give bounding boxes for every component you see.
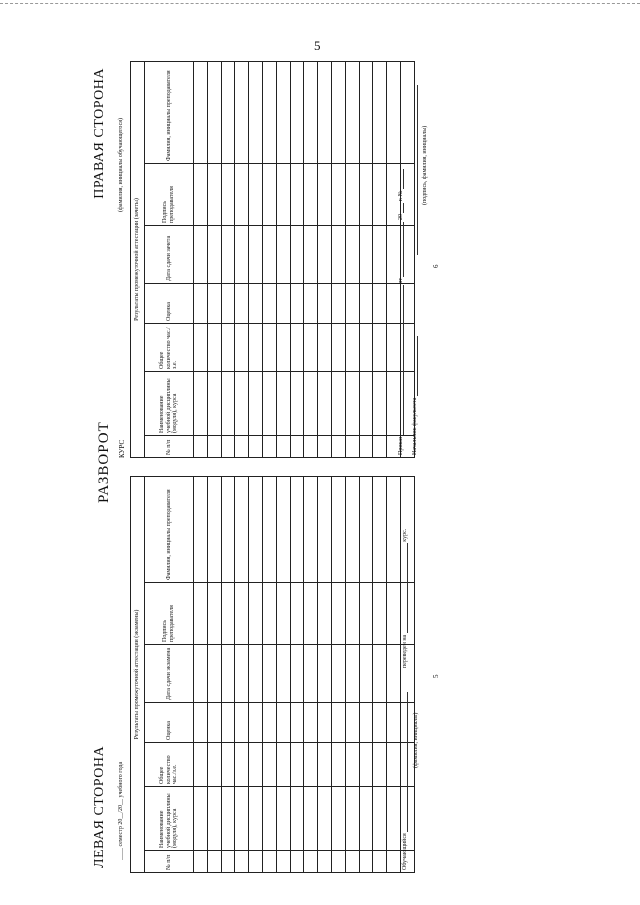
table-row	[235, 476, 249, 872]
dean-blank-short	[417, 336, 418, 396]
table-cell	[262, 226, 276, 284]
table-cell	[276, 372, 290, 436]
table-cell	[221, 324, 235, 372]
table-cell	[290, 743, 304, 787]
table-cell	[276, 645, 290, 703]
table-cell	[290, 787, 304, 851]
left-side-title: ЛЕВАЯ СТОРОНА	[92, 745, 107, 868]
table-cell	[249, 787, 263, 851]
table-cell	[304, 787, 318, 851]
table-cell	[249, 372, 263, 436]
table-cell	[221, 645, 235, 703]
table-cell	[194, 164, 208, 226]
table-row	[262, 61, 276, 457]
table-cell	[318, 851, 332, 873]
left-col-teacher-signature: Подпись преподавателя	[145, 583, 194, 645]
right-col-credit-date: Дата сдачи зачета	[145, 226, 194, 284]
table-cell	[359, 164, 373, 226]
right-col-grade: Оценка	[145, 284, 194, 324]
table-cell	[331, 436, 345, 458]
table-cell	[345, 284, 359, 324]
table-cell	[262, 476, 276, 582]
table-cell	[331, 164, 345, 226]
transfer-line	[402, 529, 408, 668]
table-row	[290, 476, 304, 872]
table-cell	[345, 436, 359, 458]
student-caption: (фамилия, инициалы)	[413, 712, 419, 768]
table-cell	[373, 372, 387, 436]
table-cell	[207, 436, 221, 458]
table-cell	[387, 61, 401, 163]
table-cell	[318, 703, 332, 743]
table-cell	[318, 372, 332, 436]
table-cell	[359, 743, 373, 787]
table-cell	[373, 645, 387, 703]
table-cell	[373, 226, 387, 284]
order-year-suffix: г.	[398, 197, 404, 202]
table-cell	[207, 372, 221, 436]
table-cell	[221, 476, 235, 582]
table-cell	[249, 324, 263, 372]
table-cell	[304, 226, 318, 284]
table-cell	[221, 851, 235, 873]
right-footer-page: 6	[432, 264, 440, 268]
table-cell	[345, 645, 359, 703]
table-cell	[249, 164, 263, 226]
table-cell	[262, 787, 276, 851]
table-cell	[290, 61, 304, 163]
right-side	[90, 58, 440, 463]
table-cell	[373, 851, 387, 873]
table-cell	[276, 324, 290, 372]
table-cell	[221, 743, 235, 787]
table-cell	[262, 61, 276, 163]
table-cell	[318, 324, 332, 372]
table-row	[345, 476, 359, 872]
table-cell	[318, 436, 332, 458]
table-cell	[262, 645, 276, 703]
table-cell	[235, 851, 249, 873]
student-label: Обучающийся	[402, 833, 408, 870]
table-row	[373, 476, 387, 872]
table-cell	[331, 703, 345, 743]
top-dashed-rule	[0, 3, 640, 4]
table-row	[318, 61, 332, 457]
left-exam-table	[130, 476, 415, 873]
table-cell	[249, 436, 263, 458]
table-cell	[304, 743, 318, 787]
table-cell	[359, 476, 373, 582]
table-cell	[359, 645, 373, 703]
right-col-teacher-signature: Подпись преподавателя	[145, 164, 194, 226]
order-label: Приказ	[398, 436, 404, 455]
table-row	[262, 476, 276, 872]
table-cell	[318, 645, 332, 703]
table-cell	[387, 583, 401, 645]
table-cell	[290, 851, 304, 873]
table-cell	[290, 164, 304, 226]
table-cell	[387, 645, 401, 703]
table-cell	[331, 787, 345, 851]
table-cell	[207, 284, 221, 324]
table-cell	[262, 703, 276, 743]
left-col-exam-date: Дата сдачи экзамена	[145, 645, 194, 703]
table-cell	[373, 436, 387, 458]
order-date-blank	[403, 222, 404, 277]
table-cell	[276, 583, 290, 645]
right-col-discipline: Наименование учебной дисциплины (модуля), курса	[145, 372, 194, 436]
table-cell	[373, 703, 387, 743]
right-table-body	[194, 61, 415, 457]
table-cell	[235, 226, 249, 284]
left-col-hours: Общее количество час./з.е.	[145, 743, 194, 787]
table-row	[249, 476, 263, 872]
table-cell	[276, 284, 290, 324]
table-cell	[262, 436, 276, 458]
table-cell	[290, 645, 304, 703]
dean-caption: (подпись, фамилия, инициалы)	[422, 125, 428, 205]
table-cell	[207, 61, 221, 163]
table-cell	[262, 324, 276, 372]
table-cell	[194, 583, 208, 645]
table-cell	[331, 476, 345, 582]
table-cell	[235, 436, 249, 458]
rotated-spread	[90, 58, 440, 878]
table-row	[235, 61, 249, 457]
table-cell	[194, 372, 208, 436]
table-cell	[249, 851, 263, 873]
table-row	[221, 476, 235, 872]
table-row	[207, 476, 221, 872]
order-line	[398, 169, 404, 455]
table-cell	[290, 324, 304, 372]
table-cell	[331, 851, 345, 873]
table-row	[373, 61, 387, 457]
table-cell	[262, 284, 276, 324]
table-cell	[207, 324, 221, 372]
table-row	[387, 476, 401, 872]
table-cell	[359, 436, 373, 458]
table-cell	[249, 645, 263, 703]
left-side	[90, 473, 440, 878]
table-cell	[373, 787, 387, 851]
table-cell	[235, 583, 249, 645]
table-cell	[221, 787, 235, 851]
table-cell	[304, 851, 318, 873]
table-cell	[345, 787, 359, 851]
table-cell	[359, 583, 373, 645]
table-cell	[345, 226, 359, 284]
page-number: 5	[314, 38, 321, 53]
table-cell	[235, 164, 249, 226]
table-row	[276, 476, 290, 872]
table-cell	[194, 703, 208, 743]
table-cell	[345, 61, 359, 163]
table-cell	[276, 164, 290, 226]
left-col-grade: Оценка	[145, 703, 194, 743]
spread-title: РАЗВОРОТ	[96, 421, 112, 503]
table-cell	[235, 61, 249, 163]
student-line	[402, 692, 408, 870]
table-cell	[345, 851, 359, 873]
table-cell	[249, 476, 263, 582]
table-cell	[373, 61, 387, 163]
table-cell	[387, 703, 401, 743]
table-row	[276, 61, 290, 457]
table-cell	[221, 436, 235, 458]
table-cell	[249, 583, 263, 645]
table-cell	[249, 226, 263, 284]
table-cell	[290, 436, 304, 458]
table-cell	[276, 436, 290, 458]
table-cell	[318, 787, 332, 851]
table-cell	[276, 851, 290, 873]
table-cell	[249, 61, 263, 163]
table-cell	[345, 476, 359, 582]
table-cell	[276, 61, 290, 163]
table-cell	[194, 284, 208, 324]
table-cell	[373, 743, 387, 787]
student-blank	[407, 692, 408, 832]
table-cell	[276, 226, 290, 284]
table-cell	[359, 61, 373, 163]
table-cell	[359, 226, 373, 284]
table-cell	[276, 476, 290, 582]
table-cell	[331, 743, 345, 787]
table-cell	[207, 743, 221, 787]
table-cell	[359, 372, 373, 436]
table-cell	[207, 787, 221, 851]
table-cell	[262, 583, 276, 645]
table-row	[359, 476, 373, 872]
table-cell	[221, 372, 235, 436]
table-cell	[331, 372, 345, 436]
table-cell	[331, 284, 345, 324]
table-cell	[331, 226, 345, 284]
table-row	[304, 61, 318, 457]
table-cell	[290, 226, 304, 284]
table-cell	[318, 583, 332, 645]
order-year-blank	[403, 203, 404, 213]
table-cell	[331, 324, 345, 372]
transfer-blank	[407, 543, 408, 633]
table-cell	[235, 743, 249, 787]
order-blank	[403, 285, 404, 435]
table-cell	[194, 787, 208, 851]
table-cell	[373, 476, 387, 582]
dean-blank-signature	[417, 85, 418, 255]
table-cell	[235, 787, 249, 851]
table-cell	[235, 645, 249, 703]
table-cell	[221, 226, 235, 284]
left-col-number: № п/п	[145, 851, 194, 873]
table-row	[345, 61, 359, 457]
table-cell	[359, 787, 373, 851]
semester-line: ____ семестр 20__/20__ учебного года	[118, 761, 124, 860]
table-cell	[304, 372, 318, 436]
transfer-label: переведен на	[402, 634, 408, 668]
table-cell	[290, 703, 304, 743]
table-cell	[290, 583, 304, 645]
table-cell	[345, 324, 359, 372]
table-cell	[194, 324, 208, 372]
table-cell	[290, 372, 304, 436]
order-no: №	[398, 190, 404, 197]
table-cell	[304, 703, 318, 743]
order-year: 20	[398, 214, 404, 221]
table-cell	[359, 851, 373, 873]
table-cell	[235, 476, 249, 582]
table-cell	[373, 324, 387, 372]
table-row	[331, 476, 345, 872]
table-cell	[194, 61, 208, 163]
table-cell	[262, 372, 276, 436]
table-cell	[207, 583, 221, 645]
table-cell	[304, 583, 318, 645]
table-cell	[194, 645, 208, 703]
table-cell	[318, 284, 332, 324]
table-cell	[304, 476, 318, 582]
table-cell	[290, 476, 304, 582]
table-cell	[331, 645, 345, 703]
table-cell	[194, 743, 208, 787]
table-cell	[304, 324, 318, 372]
table-cell	[304, 645, 318, 703]
table-cell	[207, 226, 221, 284]
table-cell	[304, 164, 318, 226]
table-cell	[235, 372, 249, 436]
table-cell	[331, 61, 345, 163]
right-col-number: № п/п	[145, 436, 194, 458]
table-cell	[235, 284, 249, 324]
table-row	[290, 61, 304, 457]
table-cell	[359, 324, 373, 372]
order-from: от	[398, 278, 404, 284]
table-cell	[359, 284, 373, 324]
table-cell	[387, 787, 401, 851]
table-cell	[194, 851, 208, 873]
table-cell	[221, 61, 235, 163]
left-group-header: Результаты промежуточной аттестации (экзамены)	[131, 476, 145, 872]
left-col-teacher-name: Фамилия, инициалы преподавателя	[145, 476, 194, 582]
dean-label: Начальник факультета	[412, 397, 418, 455]
table-row	[194, 476, 208, 872]
right-side-title: ПРАВАЯ СТОРОНА	[92, 68, 107, 199]
table-cell	[276, 703, 290, 743]
table-row	[359, 61, 373, 457]
table-row	[221, 61, 235, 457]
right-col-teacher-name: Фамилия, инициалы преподавателя	[145, 61, 194, 163]
table-cell	[207, 645, 221, 703]
left-footer-page: 5	[432, 674, 440, 678]
table-cell	[373, 583, 387, 645]
table-cell	[207, 164, 221, 226]
table-cell	[249, 284, 263, 324]
table-cell	[373, 284, 387, 324]
table-cell	[235, 703, 249, 743]
right-credit-table	[130, 61, 415, 458]
table-row	[331, 61, 345, 457]
table-cell	[235, 324, 249, 372]
table-cell	[304, 436, 318, 458]
table-cell	[345, 164, 359, 226]
table-cell	[207, 851, 221, 873]
table-cell	[221, 164, 235, 226]
table-cell	[387, 476, 401, 582]
right-col-hours: Общее количество час./з.е.	[145, 324, 194, 372]
table-cell	[249, 743, 263, 787]
table-cell	[345, 372, 359, 436]
table-cell	[221, 284, 235, 324]
transfer-suffix: курс.	[402, 528, 408, 542]
table-cell	[221, 703, 235, 743]
table-cell	[276, 787, 290, 851]
table-row	[207, 61, 221, 457]
table-row	[318, 476, 332, 872]
table-cell	[331, 583, 345, 645]
order-no-blank	[403, 169, 404, 189]
table-cell	[194, 226, 208, 284]
table-cell	[318, 743, 332, 787]
table-row	[194, 61, 208, 457]
table-cell	[290, 284, 304, 324]
table-cell	[194, 476, 208, 582]
table-cell	[387, 743, 401, 787]
table-cell	[387, 851, 401, 873]
table-cell	[207, 476, 221, 582]
table-cell	[345, 743, 359, 787]
table-cell	[345, 703, 359, 743]
table-cell	[262, 851, 276, 873]
student-name-caption: (фамилия, инициалы обучающегося)	[118, 118, 124, 212]
table-cell	[345, 583, 359, 645]
left-col-discipline: Наименование учебной дисциплины (модуля), курса	[145, 787, 194, 851]
table-cell	[304, 61, 318, 163]
table-cell	[207, 703, 221, 743]
dean-line	[412, 85, 418, 455]
kurs-label: КУРС	[118, 439, 126, 458]
table-cell	[318, 164, 332, 226]
table-row	[304, 476, 318, 872]
table-cell	[318, 226, 332, 284]
left-table-body	[194, 476, 415, 872]
table-row	[249, 61, 263, 457]
table-cell	[373, 164, 387, 226]
table-cell	[221, 583, 235, 645]
table-cell	[318, 61, 332, 163]
table-cell	[359, 703, 373, 743]
table-cell	[318, 476, 332, 582]
table-cell	[262, 743, 276, 787]
table-cell	[304, 284, 318, 324]
table-cell	[276, 743, 290, 787]
table-cell	[194, 436, 208, 458]
table-cell	[249, 703, 263, 743]
right-group-header: Результаты промежуточной аттестации (зачеты)	[131, 61, 145, 457]
table-cell	[262, 164, 276, 226]
